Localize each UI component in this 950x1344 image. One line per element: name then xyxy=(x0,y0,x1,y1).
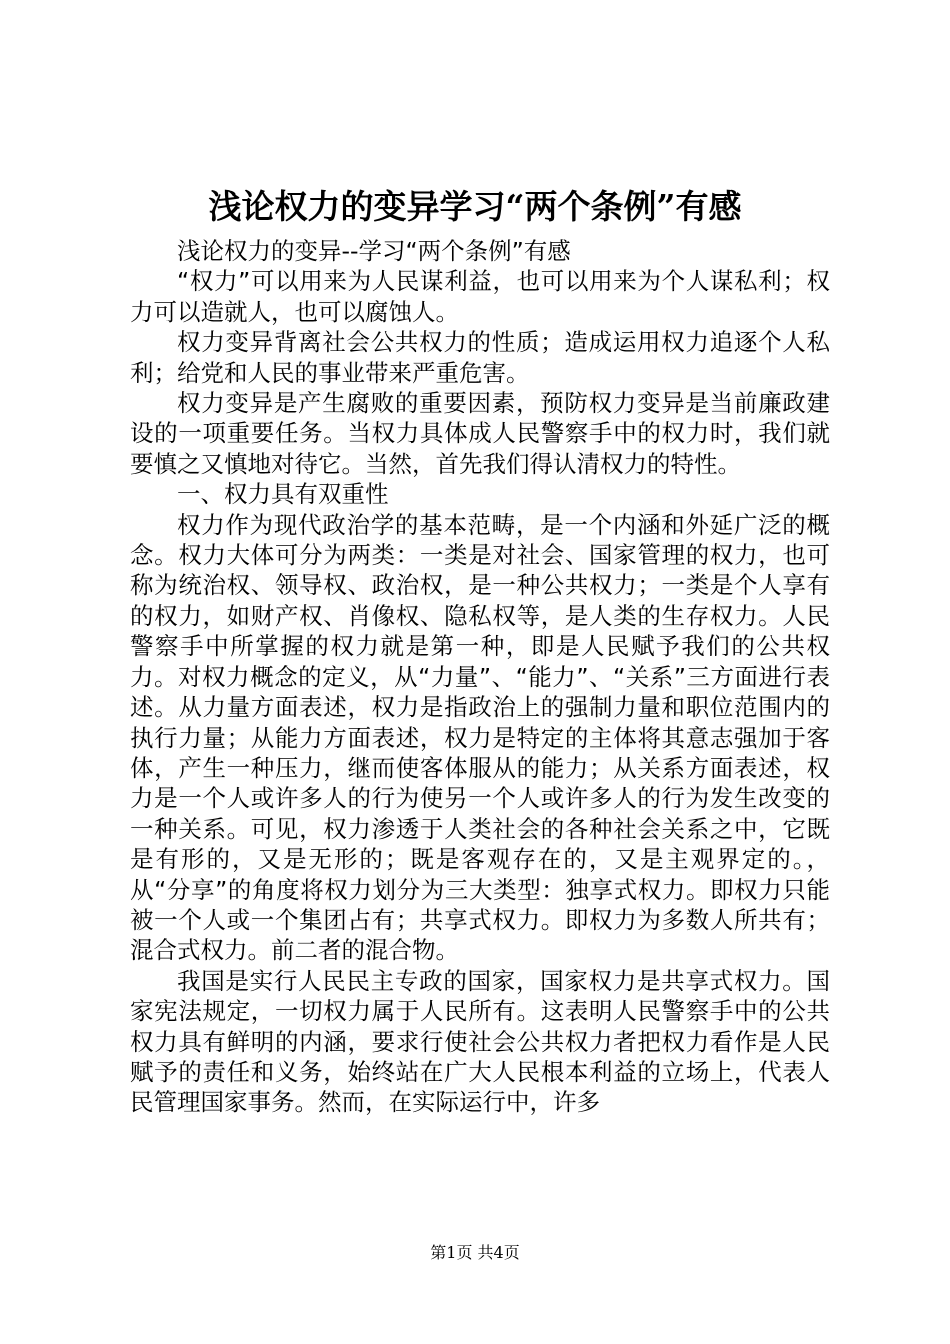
paragraph: 权力作为现代政治学的基本范畴，是一个内涵和外延广泛的概念。权力大体可分为两类：一类是对社会、国家管理的权力，也可称为统治权、领导权、政治权，是一种公共权力；一类是个人享有的权力，如财产权、肖像权、隐私权等，是人类的生存权力。人民警察手中所掌握的权力就是第一种，即是人民赋予我们的公共权力。对权力概念的定义，从“力量”、“能力”、“关系”三方面进行表述。从力量方面表述，权力是指政治上的强制力量和职位范围内的执行力量；从能力方面表述，权力是特定的主体将其意志强加于客体，产生一种压力，继而使客体服从的能力；从关系方面表述，权力是一个人或许多人的行为使另一个人或许多人的行为发生改变的一种关系。可见，权力渗透于人类社会的各种社会关系之中，它既是有形的，又是无形的；既是客观存在的，又是主观界定的。，从“分享”的角度将权力划分为三大类型：独享式权力。即权力只能被一个人或一个集团占有；共享式权力。即权力为多数人所共有；混合式权力。前二者的混合物。 xyxy=(130,510,830,965)
paragraph: “权力”可以用来为人民谋利益，也可以用来为个人谋私利；权力可以造就人，也可以腐蚀人。 xyxy=(130,267,830,326)
paragraph: 权力变异是产生腐败的重要因素，预防权力变异是当前廉政建设的一项重要任务。当权力具体成人民警察手中的权力时，我们就要慎之又慎地对待它。当然，首先我们得认清权力的特性。 xyxy=(130,389,830,478)
paragraph: 我国是实行人民民主专政的国家，国家权力是共享式权力。国家宪法规定，一切权力属于人民所有。这表明人民警察手中的公共权力具有鲜明的内涵，要求行使社会公共权力者把权力看作是人民赋予的责任和义务，始终站在广大人民根本利益的立场上，代表人民管理国家事务。然而，在实际运行中，许多 xyxy=(130,966,830,1117)
paragraph: 权力变异背离社会公共权力的性质；造成运用权力追逐个人私利；给党和人民的事业带来严重危害。 xyxy=(130,328,830,387)
page-footer: 第1页 共4页 xyxy=(430,1243,520,1262)
paragraph-subtitle: 浅论权力的变异--学习“两个条例”有感 xyxy=(177,237,571,265)
section-heading: 一、权力具有双重性 xyxy=(177,480,389,509)
document-body xyxy=(130,236,830,1118)
document-title: 浅论权力的变异学习“两个条例”有感 xyxy=(208,187,742,226)
